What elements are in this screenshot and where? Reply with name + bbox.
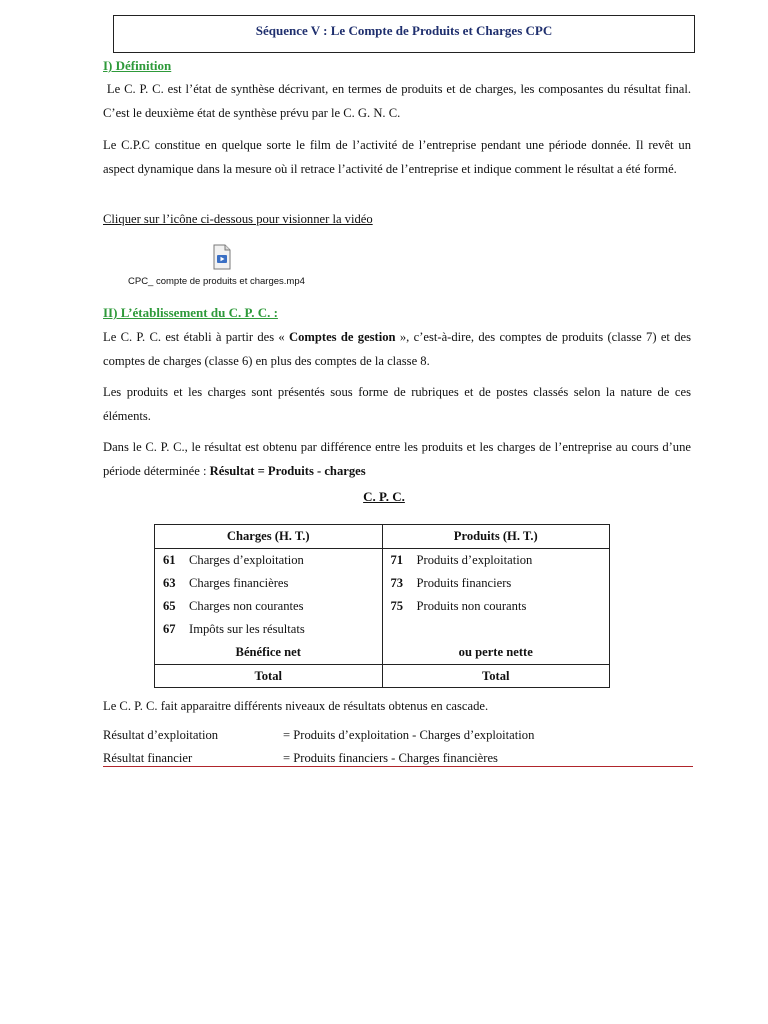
total-produits-cell: Total — [382, 665, 610, 688]
page-title: Séquence V : Le Compte de Produits et Charges CPC — [113, 15, 695, 53]
charge-item: 67 Impôts sur les résultats — [155, 618, 383, 641]
video-file-icon[interactable] — [212, 244, 232, 270]
charge-item: 65 Charges non courantes — [155, 595, 383, 618]
cpc-table-title: C. P. C. — [363, 489, 405, 504]
cpc-table — [154, 524, 610, 688]
produit-item: 75 Produits non courants — [382, 595, 610, 618]
cascade-intro: Le C. P. C. fait apparaitre différents niveaux de résultats obtenus en cascade. — [103, 699, 489, 713]
result-formula-exploitation: = Produits d’exploitation - Charges d’exploitation — [283, 728, 535, 742]
produit-item: 71 Produits d’exploitation — [382, 549, 610, 573]
charge-item: 63 Charges financières — [155, 572, 383, 595]
charges-column-header: Charges (H. T.) — [155, 525, 383, 549]
table-row — [155, 595, 610, 618]
table-header-row — [155, 525, 610, 549]
table-row-total — [155, 665, 610, 688]
video-file-name[interactable]: CPC_ compte de produits et charges.mp4 — [128, 276, 305, 287]
establishment-paragraph-3: Dans le C. P. C., le résultat est obtenu par différence entre les produits et les charges de l’entreprise au cours d’une période déterminée : Résultat = Produits - charges — [103, 440, 691, 478]
definition-paragraph-1: Le C. P. C. est l’état de synthèse décrivant, en termes de produits et de charges, les composantes du résultat final. C’est le deuxième état de synthèse prévu par le C. G. N. C. — [103, 82, 691, 120]
establishment-paragraph-1: Le C. P. C. est établi à partir des « Comptes de gestion », c’est-à-dire, des comptes de produits (classe 7) et des comptes de charges (classe 6) en plus des comptes de la classe 8. — [103, 330, 692, 368]
total-charges-cell: Total — [155, 665, 383, 688]
section-heading-definition: I) Définition — [103, 58, 172, 73]
table-row-result — [155, 641, 610, 665]
result-label-financier: Résultat financier — [103, 751, 193, 765]
table-row — [155, 572, 610, 595]
definition-paragraph-2: Le C.P.C constitue en quelque sorte le film de l’activité de l’entreprise pendant une période donnée. Il revêt un aspect dynamique dans la mesure où il retrace l’activité de l’entreprise et indique comment le résultat a été formé. — [103, 138, 691, 176]
bottom-divider — [103, 766, 693, 767]
table-row — [155, 549, 610, 573]
charge-item: 61 Charges d’exploitation — [155, 549, 383, 573]
produit-item: 73 Produits financiers — [382, 572, 610, 595]
benefice-net-cell: Bénéfice net — [155, 641, 383, 665]
result-formula-financier: = Produits financiers - Charges financières — [283, 751, 498, 765]
produit-item-empty — [382, 618, 610, 641]
section-heading-establishment: II) L’établissement du C. P. C. : — [103, 305, 278, 320]
table-row — [155, 618, 610, 641]
produits-column-header: Produits (H. T.) — [382, 525, 610, 549]
establishment-paragraph-2: Les produits et les charges sont présentés sous forme de rubriques et de postes classés selon la nature de ces éléments. — [103, 385, 691, 423]
result-label-exploitation: Résultat d’exploitation — [103, 728, 219, 742]
video-instruction-link[interactable]: Cliquer sur l’icône ci-dessous pour visionner la vidéo — [103, 212, 373, 226]
perte-nette-cell: ou perte nette — [382, 641, 610, 665]
